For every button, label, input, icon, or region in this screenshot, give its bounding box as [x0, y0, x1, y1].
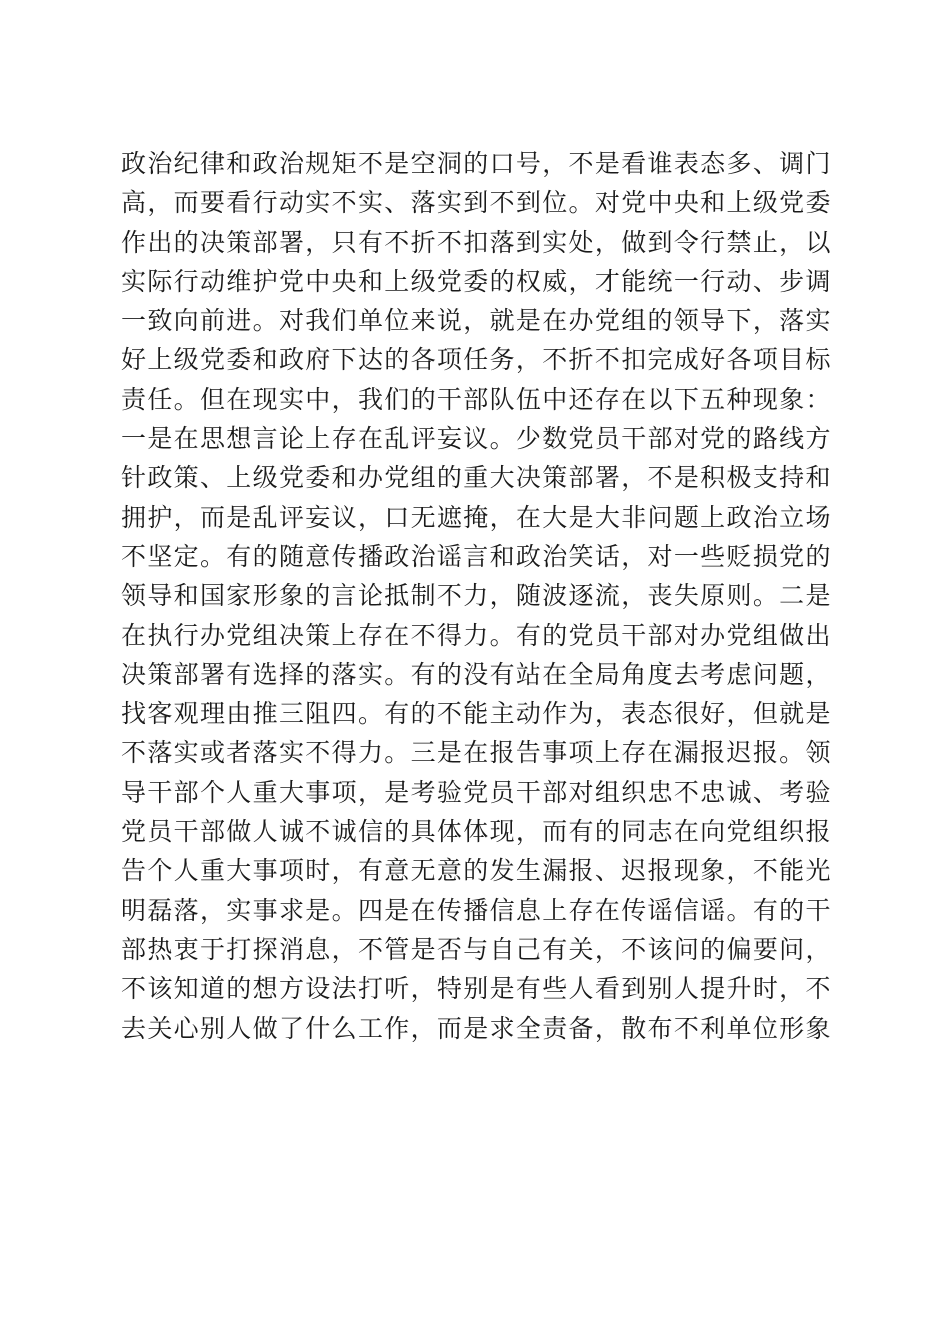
text-line: 部热衷于打探消息，不管是否与自己有关，不该问的偏要问，: [121, 934, 831, 964]
text-line: 拥护，而是乱评妄议，口无遮掩，在大是大非问题上政治立场: [121, 502, 831, 532]
text-line: 责任。但在现实中，我们的干部队伍中还存在以下五种现象：: [121, 384, 831, 414]
text-line: 党员干部做人诚不诚信的具体体现，而有的同志在向党组织报: [121, 817, 831, 847]
text-line: 找客观理由推三阻四。有的不能主动作为，表态很好，但就是: [121, 699, 831, 729]
text-line: 政治纪律和政治规矩不是空洞的口号，不是看谁表态多、调门: [121, 149, 831, 178]
text-line: 不落实或者落实不得力。三是在报告事项上存在漏报迟报。领: [121, 738, 831, 768]
text-line: 一致向前进。对我们单位来说，就是在办党组的领导下，落实: [121, 306, 831, 336]
text-line: 实际行动维护党中央和上级党委的权威，才能统一行动、步调: [121, 266, 831, 296]
text-line: 好上级党委和政府下达的各项任务，不折不扣完成好各项目标: [121, 345, 831, 375]
text-line: 导干部个人重大事项，是考验党员干部对组织忠不忠诚、考验: [121, 777, 831, 807]
text-line: 一是在思想言论上存在乱评妄议。少数党员干部对党的路线方: [121, 424, 831, 454]
text-line: 告个人重大事项时，有意无意的发生漏报、迟报现象，不能光: [121, 856, 831, 886]
text-line: 在执行办党组决策上存在不得力。有的党员干部对办党组做出: [121, 620, 831, 650]
text-line: 针政策、上级党委和办党组的重大决策部署，不是积极支持和: [121, 463, 831, 493]
text-line: 决策部署有选择的落实。有的没有站在全局角度去考虑问题，: [121, 659, 831, 689]
text-line: 高，而要看行动实不实、落实到不到位。对党中央和上级党委: [121, 188, 831, 218]
text-line: 去关心别人做了什么工作，而是求全责备，散布不利单位形象: [121, 1013, 831, 1043]
text-line: 不坚定。有的随意传播政治谣言和政治笑话，对一些贬损党的: [121, 541, 831, 571]
text-line: 不该知道的想方设法打听，特别是有些人看到别人提升时，不: [121, 974, 831, 1004]
text-line: 领导和国家形象的言论抵制不力，随波逐流，丧失原则。二是: [121, 581, 831, 611]
text-line: 明磊落，实事求是。四是在传播信息上存在传谣信谣。有的干: [121, 895, 831, 925]
text-line: 作出的决策部署，只有不折不扣落到实处，做到令行禁止，以: [121, 227, 831, 257]
body-paragraph: [121, 144, 831, 1048]
